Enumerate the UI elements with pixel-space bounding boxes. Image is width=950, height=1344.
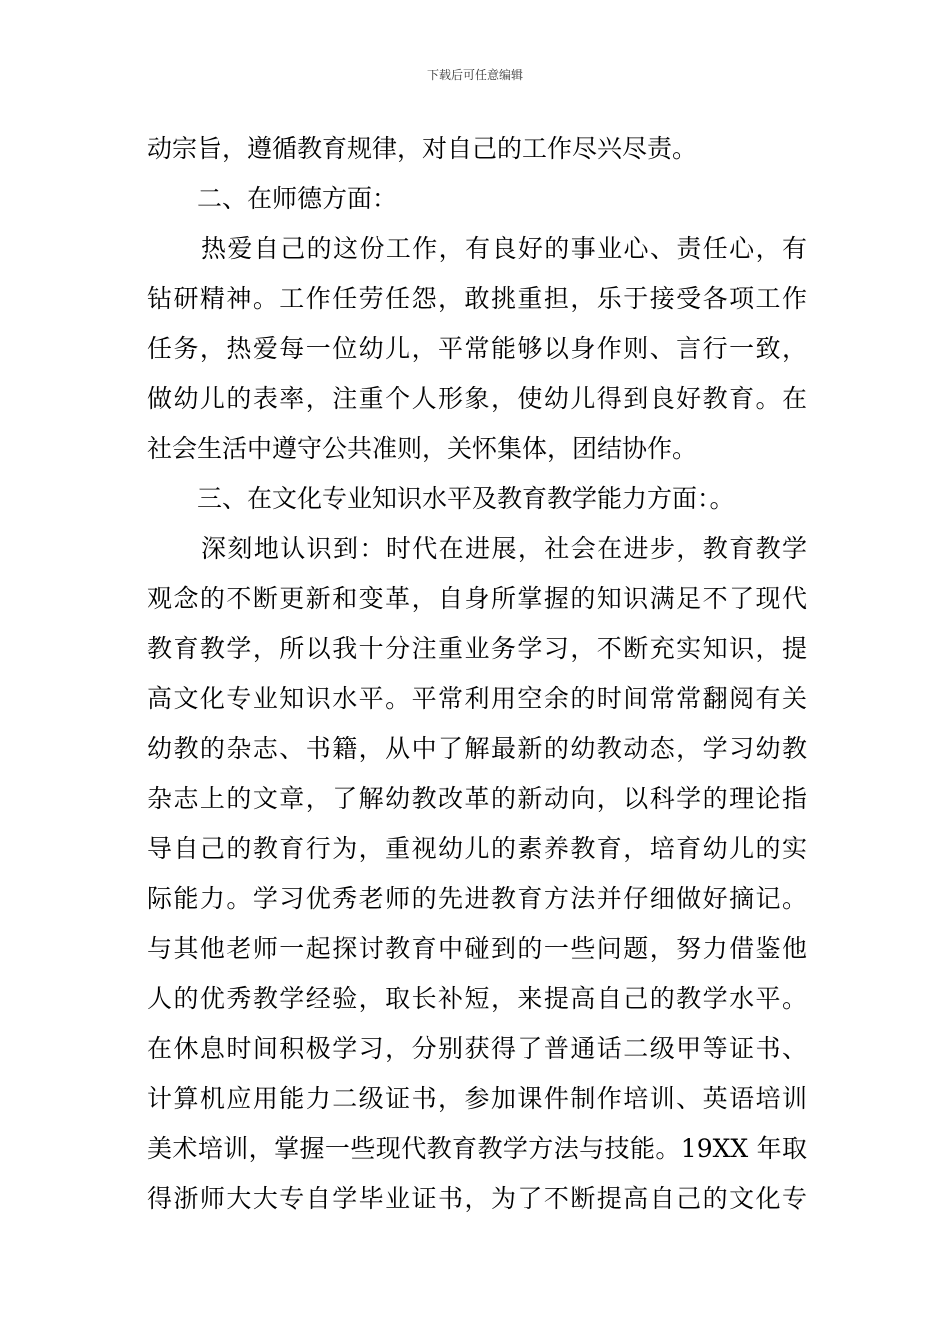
text-line: 钻研精神。工作任劳任怨，敢挑重担，乐于接受各项工作 (147, 284, 807, 313)
text-line: 观念的不断更新和变革，自身所掌握的知识满足不了现代 (147, 584, 807, 613)
text-line: 高文化专业知识水平。平常利用空余的时间常常翻阅有关 (147, 684, 807, 713)
text-line: 人的优秀教学经验，取长补短，来提高自己的教学水平。 (147, 984, 807, 1013)
text-line: 在休息时间积极学习，分别获得了普通话二级甲等证书、 (147, 1034, 807, 1063)
text-line: 导自己的教育行为，重视幼儿的素养教育，培育幼儿的实 (147, 834, 807, 863)
text-line: 际能力。学习优秀老师的先进教育方法并仔细做好摘记。 (147, 884, 807, 913)
text-line: 做幼儿的表率，注重个人形象，使幼儿得到良好教育。在 (147, 384, 807, 413)
section-heading: 三、在文化专业知识水平及教育教学能力方面：。 (197, 484, 735, 513)
text-line: 得浙师大大专自学毕业证书，为了不断提高自己的文化专 (147, 1184, 807, 1213)
text-line: 美术培训，掌握一些现代教育教学方法与技能。19XX 年取 (147, 1134, 807, 1163)
section-heading: 二、在师德方面： (197, 184, 398, 213)
text-line: 动宗旨，遵循教育规律，对自己的工作尽兴尽责。 (147, 134, 698, 163)
text-line: 社会生活中遵守公共准则，关怀集体，团结协作。 (147, 434, 698, 463)
text-line: 与其他老师一起探讨教育中碰到的一些问题，努力借鉴他 (147, 934, 807, 963)
text-line: 热爱自己的这份工作，有良好的事业心、责任心，有 (201, 234, 807, 263)
text-line: 杂志上的文章，了解幼教改革的新动向，以科学的理论指 (147, 784, 807, 813)
text-line: 任务，热爱每一位幼儿，平常能够以身作则、言行一致， (147, 334, 807, 363)
text-line: 深刻地认识到：时代在进展，社会在进步，教育教学 (201, 534, 807, 563)
text-line: 幼教的杂志、书籍，从中了解最新的幼教动态，学习幼教 (147, 734, 807, 763)
document-body (147, 124, 807, 1224)
text-line: 计算机应用能力二级证书，参加课件制作培训、英语培训 (147, 1084, 807, 1113)
page-header: 下载后可任意编辑 (426, 68, 523, 82)
text-line: 教育教学，所以我十分注重业务学习，不断充实知识，提 (147, 634, 807, 663)
